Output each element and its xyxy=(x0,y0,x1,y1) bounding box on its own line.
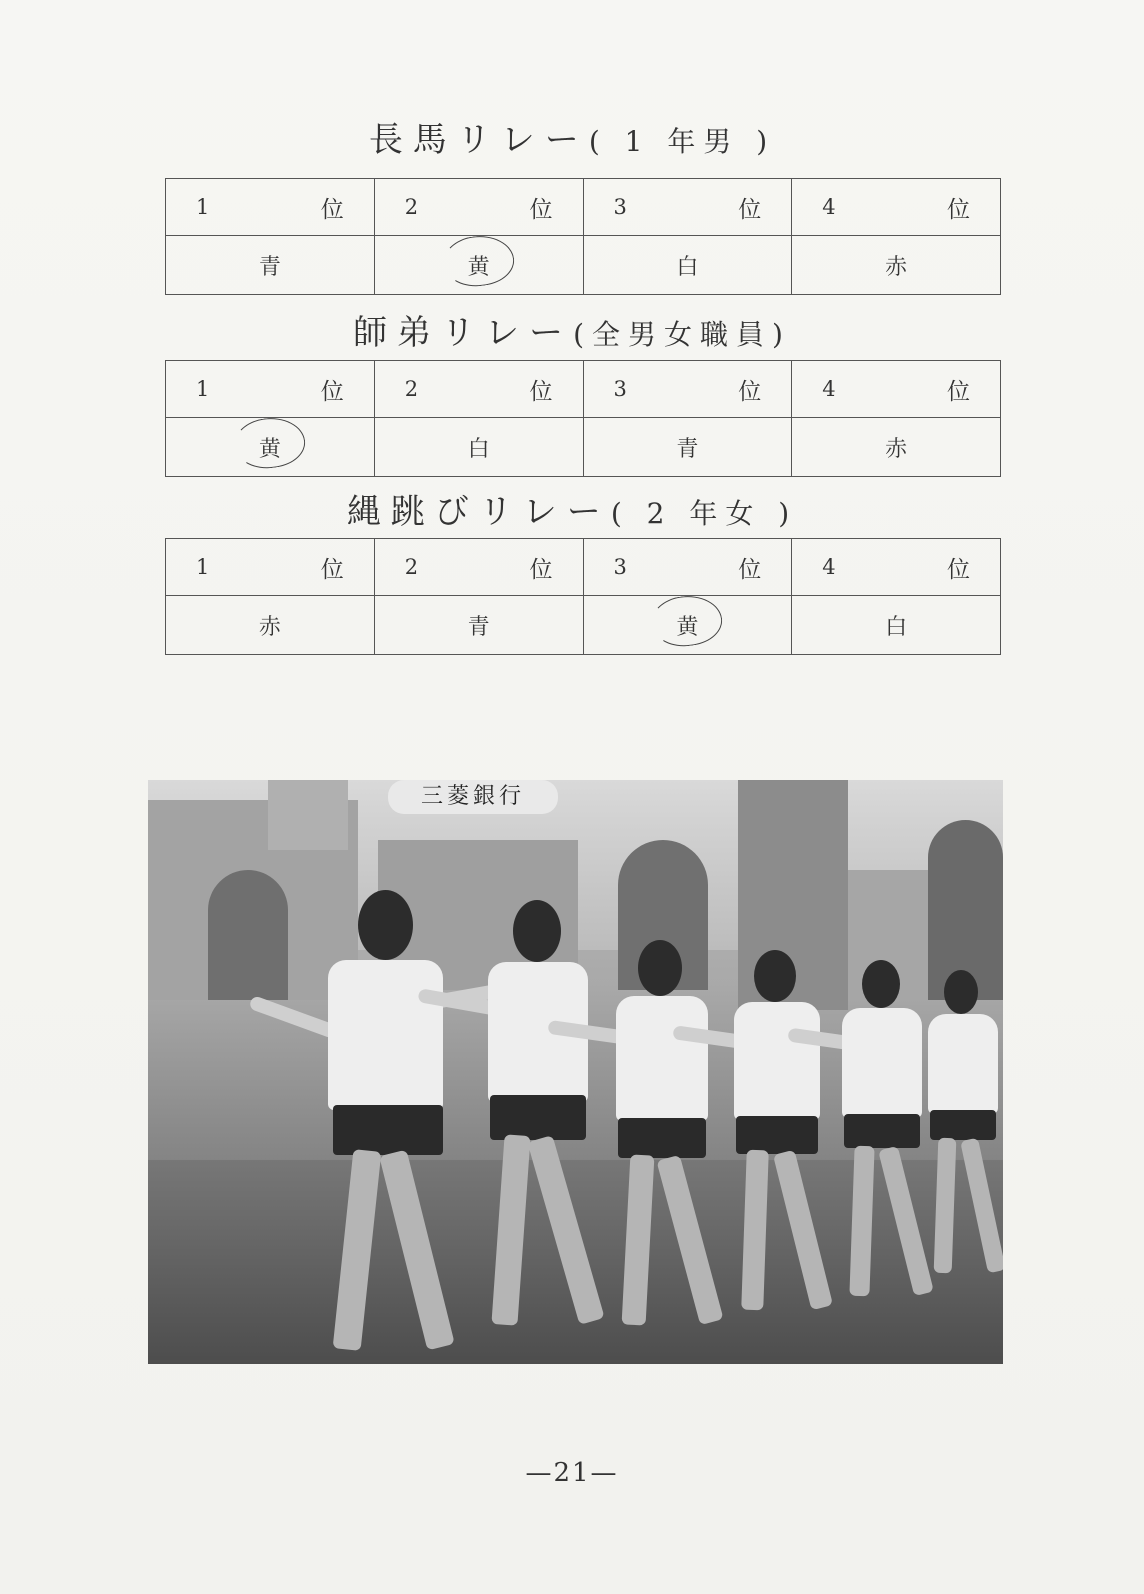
photo-dancers xyxy=(148,780,1003,1364)
team-cell xyxy=(792,418,1001,477)
rank-number: 3 xyxy=(613,195,627,219)
team-row xyxy=(166,236,1001,295)
team-name: 青 xyxy=(676,436,699,462)
team-name-circled: 黄 xyxy=(259,432,281,463)
dancer-leg xyxy=(849,1146,874,1297)
team-cell xyxy=(583,596,792,655)
rank-suffix: 位 xyxy=(320,556,344,583)
dancer-shirt xyxy=(616,996,708,1121)
photo-bank-sign: 三菱銀行 xyxy=(388,780,558,814)
rank-suffix: 位 xyxy=(947,196,970,223)
team-name-circled: 黄 xyxy=(468,250,490,281)
rank-number: 4 xyxy=(822,377,836,401)
dancer-leg xyxy=(934,1138,957,1274)
dancer-shorts xyxy=(736,1116,818,1154)
dancer-shorts xyxy=(490,1095,586,1140)
rank-suffix: 位 xyxy=(738,556,762,583)
section-1-paren: ( 1 年男 ) xyxy=(588,125,776,158)
dancer-shorts xyxy=(333,1105,443,1155)
rank-number: 2 xyxy=(404,377,419,401)
rank-suffix: 位 xyxy=(529,556,553,583)
section-3-title-text: 縄跳びリレー xyxy=(346,492,611,532)
team-cell xyxy=(792,596,1001,655)
dancer-leg xyxy=(379,1150,455,1351)
results-table-2 xyxy=(165,360,1001,477)
rank-suffix: 位 xyxy=(320,378,344,405)
team-cell xyxy=(374,418,583,477)
photo-dancer xyxy=(308,890,468,1360)
team-cell xyxy=(583,236,792,295)
team-name: 赤 xyxy=(885,436,908,462)
dancer-leg xyxy=(527,1135,604,1325)
dancer-leg xyxy=(656,1155,723,1325)
rank-number: 3 xyxy=(613,555,627,579)
rank-number: 3 xyxy=(613,377,627,401)
results-table-1 xyxy=(165,178,1001,295)
rank-suffix: 位 xyxy=(529,378,553,405)
photo-tree xyxy=(208,870,288,1000)
results-table-3 xyxy=(165,538,1001,655)
rank-number: 1 xyxy=(196,377,210,401)
photo-dancer xyxy=(718,950,838,1330)
rank-cell xyxy=(792,539,1001,596)
section-title-3 xyxy=(0,484,1144,533)
team-cell xyxy=(792,236,1001,295)
team-name: 白 xyxy=(467,436,490,462)
dancer-shorts xyxy=(618,1118,706,1158)
rank-number: 4 xyxy=(822,555,836,579)
dancer-head xyxy=(358,890,413,960)
rank-cell xyxy=(166,539,375,596)
team-row xyxy=(166,596,1001,655)
rank-cell xyxy=(166,179,375,236)
team-row xyxy=(166,418,1001,477)
dancer-shirt xyxy=(928,1014,998,1114)
rank-suffix: 位 xyxy=(738,196,762,223)
section-title-2 xyxy=(0,305,1144,354)
dancer-shorts xyxy=(844,1114,920,1148)
dancer-shirt xyxy=(734,1002,820,1120)
team-cell xyxy=(166,418,375,477)
rank-suffix: 位 xyxy=(320,196,344,223)
photo-dancer xyxy=(598,940,728,1340)
rank-cell xyxy=(583,539,792,596)
photo-dancer xyxy=(918,970,1003,1290)
dancer-head xyxy=(638,940,682,996)
rank-suffix: 位 xyxy=(738,378,762,405)
section-2-title-text: 師弟リレー xyxy=(353,313,574,353)
dancer-shirt xyxy=(842,1008,922,1118)
dancer-head xyxy=(944,970,978,1014)
team-name: 青 xyxy=(467,614,490,640)
section-3-paren: ( 2 年女 ) xyxy=(610,497,798,530)
rank-number: 2 xyxy=(404,555,419,579)
dancer-head xyxy=(754,950,796,1002)
rank-cell xyxy=(792,361,1001,418)
team-cell xyxy=(374,596,583,655)
rank-suffix: 位 xyxy=(947,378,970,405)
team-name-circled: 黄 xyxy=(676,610,698,641)
team-name: 赤 xyxy=(885,254,908,280)
section-title-1 xyxy=(0,112,1144,161)
dancer-shorts xyxy=(930,1110,996,1140)
rank-cell xyxy=(583,179,792,236)
rank-number: 1 xyxy=(196,555,210,579)
dancer-leg xyxy=(773,1150,833,1311)
photo-building xyxy=(268,780,348,850)
team-cell xyxy=(374,236,583,295)
rank-header-row xyxy=(166,539,1001,596)
dancer-leg xyxy=(622,1154,655,1325)
dancer-head xyxy=(513,900,561,962)
dancer-shirt xyxy=(328,960,443,1110)
dancer-head xyxy=(862,960,900,1008)
rank-cell xyxy=(374,179,583,236)
team-name: 赤 xyxy=(258,614,281,640)
rank-cell xyxy=(374,361,583,418)
rank-number: 4 xyxy=(822,195,836,219)
photo-dancer xyxy=(468,900,608,1340)
team-name: 青 xyxy=(258,254,281,280)
section-2-paren: (全男女職員) xyxy=(573,318,791,351)
rank-cell xyxy=(374,539,583,596)
rank-cell xyxy=(583,361,792,418)
dancer-leg xyxy=(960,1138,1003,1274)
team-cell xyxy=(166,596,375,655)
dancer-leg xyxy=(741,1150,769,1311)
team-cell xyxy=(166,236,375,295)
section-1-title-text: 長馬リレー xyxy=(368,120,589,160)
dancer-arm xyxy=(248,995,337,1039)
rank-cell xyxy=(792,179,1001,236)
rank-cell xyxy=(166,361,375,418)
rank-number: 2 xyxy=(404,195,419,219)
rank-header-row xyxy=(166,179,1001,236)
page-number: —21— xyxy=(525,1458,619,1488)
rank-header-row xyxy=(166,361,1001,418)
rank-suffix: 位 xyxy=(529,196,553,223)
dancer-leg xyxy=(333,1149,382,1351)
dancer-leg xyxy=(491,1134,530,1325)
team-name: 白 xyxy=(676,254,699,280)
team-name: 白 xyxy=(885,614,908,640)
team-cell xyxy=(583,418,792,477)
rank-suffix: 位 xyxy=(947,556,970,583)
rank-number: 1 xyxy=(196,195,210,219)
